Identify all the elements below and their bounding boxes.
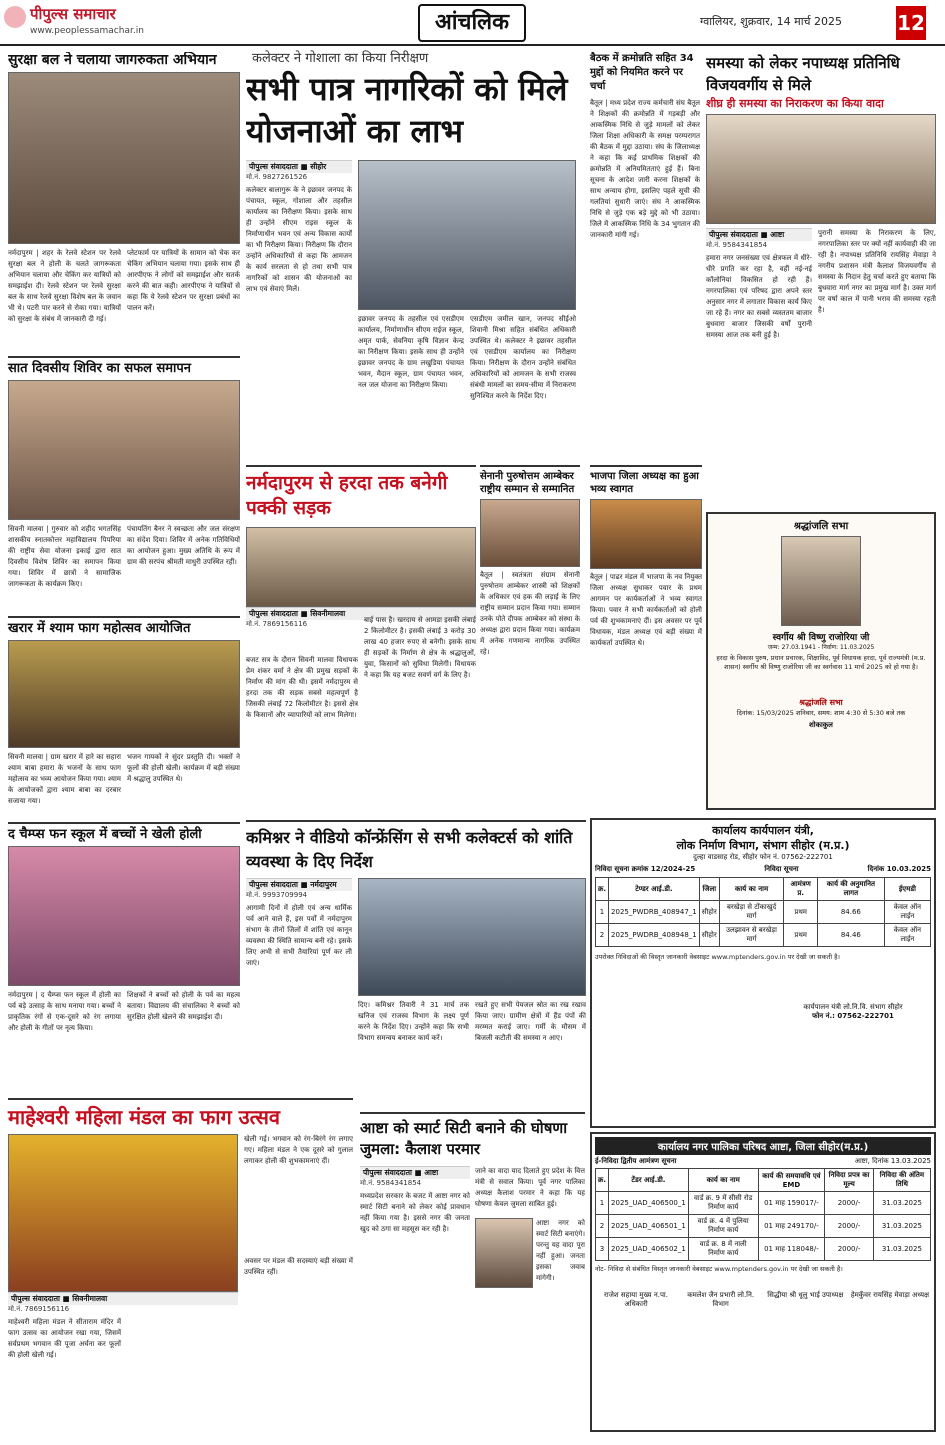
article-camp [8,356,240,611]
table-header-cell: निविदा प्रपत्र का मूल्य [825,1169,873,1192]
article-senani [480,465,580,815]
photo-video-conference [358,878,586,996]
table-cell: सीहोर [699,901,719,924]
article-harda-road: नर्मदापुरम से हरदा तक बनेगी पक्की सड़क पीपुल्स संवाददाता ■ सिवनीमालवा मो.नं. 7869156116 [246,465,476,653]
edition-date: ग्वालियर, शुक्रवार, 14 मार्च 2025 [700,15,843,28]
article-problem: समस्या को लेकर नपाध्यक्ष प्रतिनिधि विजयवर्गीय से मिले शीघ्र ही समस्या का निराकरण का किया वादा पीपुल्स संवाददाता ■ आष्टा मो.नं. 9584341854 हमारा नगर जनसंख्या एवं क्षेत्रफल में धीरे-धीरे प्रगति कर रहा है, वहीं नई-नई कॉलोनियां विकसित हो रही हैं। नगरपालिका एवं परिषद द्वारा अपने स्तर अनुसार नगर में लगातार विकास कार्य किए जा रहे हैं। नगर का सबसे व्यस्ततम बाजार बुधवारा बाजार जिसकी वर्षों पुरानी समस्या आज तक बनी हुई है। पुरानी समस्या के निराकरण के लिए, नगरपालिका स्तर पर क्यों नहीं कार्यवाही की जा रही है। नपाध्यक्ष प्रतिनिधि रायसिंह मेवाड़ा ने नगरीय प्रशासन मंत्री कैलाश विजयवर्गीय से समस्या के निदान हेतु चर्चा करते हुए बताया कि बुधवारा मार्ग नगर का प्रमुख मार्ग है। उक्त मार्ग पर वर्षा काल में पानी भराव की समस्या रहती है। [706,52,936,502]
table-cell: 2 [596,924,609,947]
photo-bjp-welcome [590,499,702,569]
body-text: सिवनी मालवा | गुरुवार को शहीद भगतसिंह शासकीय स्नातकोत्तर महाविद्यालय पिपरिया की राष्ट्रीय सेवा योजना इकाई द्वारा सात दिवसीय विशेष शिविर का समापन किया गया। शिविर में छात्रों ने सामाजिक जागरूकता के कार्यक्रम किए। [8,525,121,588]
table-header-cell: टेंडर आई.डी. [609,1169,689,1192]
body-text: आगामी दिनों में होली एवं अन्य धार्मिक पर्व आने वाले हैं, इस पर्वों में नर्मदापुरम संभाग के तीनों जिलों में शांति एवं कानून व्यवस्था की स्थिति सामान्य बनी रहे। इसके लिए अभी से सभी तैयारियां पूर्ण कर ली जाएं। [246,904,352,967]
body-text: नर्मदापुरम | शहर के रेलवे स्टेशन पर रेलवे सुरक्षा बल ने होली के चलते जागरूकता अभियान चलाया और चेकिंग कर यात्रियों को समझाईश दी। रेलवे स्टेशन पर रेलवे सुरक्षा बल के साथ रेलवे सुरक्षा विशेष बल के जवान भी थे। पटरी पार करने से रोका गया। यात्रियों को सुरक्षा के संबंध में जानकारी दी गई। [8,249,121,323]
signatory: सिद्धीया श्री धूलु भाई उपाध्यक्ष [767,1291,844,1299]
table-cell: 1 [596,1192,609,1215]
byline: पीपुल्स संवाददाता [249,609,298,618]
newspaper-logo[interactable] [6,4,156,42]
body-text-2: इछावर जनपद के तहसील एवं एसडीएम कार्यालय, निर्माणाधीन सीएम राईज स्कूल, अमृत पार्क, सेवनिया कृषि विज्ञान केन्द्र का निरीक्षण किया। इसके साथ ही उन्होंने इछावर जनपद के ग्राम लखुडिया पंचायत भवन, मैदान स्कूल, ग्राम पंचायत भवन, नल जल योजना का निरीक्षण किया। [358,315,464,389]
body-text-2: खेली गई। भगवान को रंग-बिरंगे रंग लगाए गए। महिला मंडल ने एक दूसरे को गुलाल लगाकर होली की शुभकामनाएं दीं। [244,1135,353,1165]
byline-place: सिवनीमालवा [72,1294,108,1303]
headline: आष्टा को स्मार्ट सिटी बनाने की घोषणा जुमला: कैलाश परमार [360,1119,568,1158]
notice-label: निविदा सूचना [764,865,799,873]
body-text-2: शिक्षकों ने बच्चों को होली के पर्व का महत्व बताया। विद्यालय की संचालिका ने बच्चों को सुरक्षित होली खेलने की समझाईश दी। [127,991,240,1021]
body-text-2: पंचायतिंग बैनर ने स्वच्छता और जल संरक्षण का संदेश दिया। शिविर में अनेक गतिविधियों का आयोजन हुआ। मुख्य अतिथि के रूप में ग्राम की सरपंच श्रीमती माधुरी उपस्थित रहीं। [127,525,240,566]
table-row [596,924,931,947]
headline: कमिश्नर ने वीडियो कॉन्फ्रेंसिंग से सभी कलेक्टर्स को शांति व्यवस्था के दिए निर्देश [246,828,573,871]
signatory: कार्यपालन यंत्री लो.नि.वि. संभाग सीहोर [803,1003,903,1011]
kicker: कलेक्टर ने गोशाला का किया निरीक्षण [252,51,429,66]
photo-award [480,499,580,567]
table-header-cell: निविदा की अंतिम तिथि [873,1169,930,1192]
headline: माहेश्वरी महिला मंडल का फाग उत्सव [8,1105,280,1129]
municipal-title: कार्यालय नगर पालिका परिषद आष्टा, जिला सीहोर(म.प्र.) [595,1137,931,1155]
phone: फोन नं.: 07562-222701 [812,1012,894,1020]
body-text: नर्मदापुरम | द चैम्प्स फन स्कूल में होली का पर्व बड़े उत्साह के साथ मनाया गया। बच्चों ने प्राकृतिक रंगों से एक-दूसरे को रंग लगाया और होली के गीतों पर नृत्य किया। [8,991,121,1032]
table-cell: 2025_PWDRB_408948_1 [609,924,700,947]
kicker: भाजपा जिला अध्यक्ष का हुआ भव्य स्वागत [590,471,699,495]
headline: नर्मदापुरम से हरदा तक बनेगी पक्की सड़क [246,472,448,519]
headline: सभी पात्र नागरिकों को मिले योजनाओं का लाभ [246,70,568,150]
table-cell: 2000/- [825,1238,873,1261]
photo-mla [246,527,476,607]
subheadline: शीघ्र ही समस्या का निराकरण का किया वादा [706,97,884,110]
notice-heading: ई-निविदा द्वितीय आमंत्रण सूचना [595,1157,677,1165]
article-smart-city: आष्टा को स्मार्ट सिटी बनाने की घोषणा जुमला: कैलाश परमार पीपुल्स संवाददाता ■ आष्टा मो.नं. 9584341854 मध्यप्रदेश सरकार के बजट में आष्टा नगर को स्मार्ट सिटी बनाने को लेकर कोई प्रावधान नहीं किया गया है। इससे नगर की जनता खुद को ठगा सा महसूस कर रही है। जाने का वादा याद दिलाते हुए प्रदेश के वित्त मंत्री से सवाल किया। पूर्व नगर पालिका अध्यक्ष कैलाश परमार ने कहा कि यह घोषणा केवल जुमला साबित हुई। आष्टा नगर को स्मार्ट सिटी बनाएंगे। परन्तु यह वादा पूरा नहीं हुआ। जनता इसका जवाब मांगेगी। [360,1112,585,1430]
mobile-number: मो.नं. 9584341854 [360,1179,422,1187]
table-cell: 2000/- [825,1215,873,1238]
mobile-number: मो.नं. 7869156116 [246,620,308,628]
table-cell: उलझावन से बरखेड़ा मार्ग [719,924,784,947]
body-text-2: दिए। कमिश्नर तिवारी ने 31 मार्च तक खनिज एवं राजस्व विभाग के लक्ष्य पूर्ण करने के निर्देश दिए। उन्होंने कहा कि सभी विभाग समन्वय बनाकर कार्य करें। [358,1001,469,1042]
kicker: सेनानी पुरुषोत्तम आम्बेकर राष्ट्रीय सम्मान से सम्मानित [480,471,575,495]
table-cell: 31.03.2025 [873,1215,930,1238]
article-security-campaign [8,52,240,390]
body-text-2: प्लेटफार्म पर यात्रियों के सामान को चेक कर चेकिंग अभियान चलाया गया। इसके साथ ही आरपीएफ ने लोगों को समझाईश और सतर्क करने की बात कही। आरपीएफ ने यात्रियों से कहा कि ये रेलवे स्टेशन पर सुरक्षा प्रबंधों का पालन करें। [127,249,240,312]
table-row [596,1238,931,1261]
byline-place: सिवनीमालवा [310,609,346,618]
signatory: राजेश सहाया मुख्य न.पा. अधिकारी [604,1291,668,1308]
table-cell: 84.66 [817,901,884,924]
table-row [596,901,931,924]
photo-collector [358,160,576,310]
headline: सुरक्षा बल ने चलाया जागरुकता अभियान [8,52,217,68]
byline: पीपुल्स संवाददाता [11,1294,60,1303]
notice-number: निविदा सूचना क्रमांक 12/2024-25 [595,865,696,873]
table-cell: बरखेड़ा से टोंकाखुर्द मार्ग [719,901,784,924]
headline: समस्या को लेकर नपाध्यक्ष प्रतिनिधि विजयवर्गीय से मिले [706,54,900,94]
byline: पीपुल्स संवाददाता [709,230,758,239]
notice-date: दिनांक 10.03.2025 [867,865,931,873]
table-cell: 2025_UAD_406501_1 [609,1215,689,1238]
body-text-2: भजन गायकों ने सुंदर प्रस्तुति दी। भक्तों ने फूलों की होली खेली। कार्यक्रम में बड़ी संख्या में श्रद्धालु उपस्थित थे। [127,753,240,783]
table-row [596,1215,931,1238]
tribute-advertisement [706,512,936,810]
table-cell: 31.03.2025 [873,1192,930,1215]
mobile-number: मो.नं. 9827261526 [246,173,308,181]
sabha-time: दिनांक: 15/03/2025 शनिवार, समय: शाम 4:30 से 5:30 बजे तक [736,709,906,717]
photo-kailash-parmar [475,1218,533,1288]
body-text: माहेश्वरी महिला मंडल ने सीताराम मंदिर में फाग उत्सव का आयोजन रखा गया, जिसमें सर्वप्रथम भगवान की पूजा अर्चना कर फूलों की होली खेली गई। [8,1318,121,1359]
table-cell: 01 माह 249170/- [758,1215,825,1238]
logo-text: पीपुल्स समाचार [30,5,116,23]
sabha-label: श्रद्धांजलि सभा [799,698,843,707]
table-header-cell: ईएमडी [884,878,930,901]
table-header-cell: टेण्डर आई.डी. [609,878,700,901]
municipal-tender-table [595,1168,931,1261]
mascot-icon [4,6,26,28]
tribute-text: हरदा के विकास पुरुष, प्रधान प्रचारक, शिक्षाविद, पूर्व विधायक हरदा, पूर्व राज्यमंत्री (म.प्र. शासन) स्वर्गीय श्री विष्णु राजोरिया जी का स्वर्गवास 11 मार्च 2025 को हो गया है। [716,654,926,671]
photo-meeting [706,114,936,224]
page-number: 12 [896,6,926,40]
tender-footer: उपरोक्त निविदाओं की विस्तृत जानकारी वेबसाइट www.mptenders.gov.in पर देखी जा सकती है। [595,953,841,961]
table-cell: 2000/- [825,1192,873,1215]
body-text-3: अवसर पर मंडल की सदस्याएं बड़ी संख्या में उपस्थित रहीं। [244,1257,353,1276]
table-cell: वार्ड क्र. 8 में नाली निर्माण कार्य [688,1238,758,1261]
mobile-number: मो.नं. 7869156116 [8,1305,70,1313]
photo-women-holi [8,1134,238,1292]
office-subtitle: लोक निर्माण विभाग, संभाग सीहोर (म.प्र.) [676,839,850,852]
body-text-3: आष्टा नगर को स्मार्ट सिटी बनाएंगे। परन्तु यह वादा पूरा नहीं हुआ। जनता इसका जवाब मांगेगी। [536,1219,585,1282]
mobile-number: मो.नं. 9993709994 [246,891,308,899]
table-cell: वार्ड क्र. 4 में पुलिया निर्माण कार्य [688,1215,758,1238]
table-cell: प्रथम [784,924,818,947]
table-cell: 01 माह 118048/- [758,1238,825,1261]
table-cell: 1 [596,901,609,924]
table-header-cell: क्र. [596,878,609,901]
photo-camp [8,380,240,520]
body-text: कलेक्टर बालागुरू के ने इछावर जनपद के पंचायत, स्कूल, गोशाला और तहसील कार्यालय का निरीक्षण किया। इसके साथ ही उन्होंने सीएम राइस स्कूल के निर्माणाधीन भवन एवं अन्य विकास कार्यों का भी निरीक्षण किया। निरीक्षण कि दौरान उन्होंने अधिकारियों से कहा कि आमजन के कार्य सरलता से हो तथा सभी पात्र नागरिकों को शासन की योजनाओं का लाभ एवं सेवाएं मिलें। [246,186,352,293]
body-text: मध्यप्रदेश सरकार के बजट में आष्टा नगर को स्मार्ट सिटी बनाने को लेकर कोई प्रावधान नहीं किया गया है। इससे नगर की जनता खुद को ठगा सा महसूस कर रही है। [360,1192,470,1233]
body-text: बैतूल | स्वतंत्रता संग्राम सेनानी पुरुषोत्तम आम्बेकर शास्त्री को शिक्षकों के अधिकार एवं हक की लड़ाई के लिए राष्ट्रीय सम्मान प्रदान किया गया। सम्मान उनके पोते दीपक आम्बेकर को संस्था के अध्यक्ष द्वारा प्रदान किया गया। कार्यक्रम में अनेक गणमान्य नागरिक उपस्थित रहे। [480,571,580,656]
body-text: बैतूल | पाढर मंडल में भाजपा के नव नियुक्त जिला अध्यक्ष सुधाकर पवार के प्रथम आगमन पर कार्यकर्ताओं ने भव्य स्वागत किया। पवार ने सभी कार्यकर्ताओं को होली पर्व की शुभकामनाएं दीं। इस अवसर पर पूर्व विधायक, मंडल अध्यक्ष एवं बड़ी संख्या में कार्यकर्ता उपस्थित थे। [590,573,702,647]
photo-rpf-checking [8,72,240,244]
headline: खरार में श्याम फाग महोत्सव आयोजित [8,621,191,636]
article-fag-mahotsav [8,616,240,816]
byline-place: आष्टा [770,230,785,239]
signatory: हेमकुँवर रायसिंह मेवाड़ा अध्यक्ष [850,1291,930,1299]
headline: सात दिवसीय शिविर का सफल समापन [8,361,192,376]
signatory: कमलेश जैन प्रभारी लो.नि. विभाग [687,1291,755,1308]
table-cell: केवल ऑन लाईन [884,901,930,924]
office-title: कार्यालय कार्यपालन यंत्री, [712,824,814,837]
harda-body-text-2: बाई पास है। खरदाय से आमडा इसकी लंबाई 2 किलोमीटर है। इसकी लंबाई 3 करोड़ 30 लाख 40 हजार रुपए से बनेगी। इसके साथ ही सड़कों के निर्माण से क्षेत्र के श्रद्धालुओं, युवा, किसानों को सुविधा मिलेगी। विधायक ने कहा कि यह बजट सवर्ण वर्ग के लिए है। [364,616,476,679]
headline: द चैम्प्स फन स्कूल में बच्चों ने खेली होली [8,827,202,842]
body-text-3: रखते हुए सभी पेयजल स्रोत का रख रखाव किया जाए। ग्रामीण क्षेत्रों में हैंड पंपों की मरम्मत कराई जाए। गर्मी के मौसम में बिजली कटौती की समस्या न आए। [475,1001,586,1042]
mobile-number: मो.नं. 9584341854 [706,241,768,249]
table-header-cell: जिला [699,878,719,901]
table-header-cell: कार्य का नाम [719,878,784,901]
table-cell: वार्ड क्र. 9 में सीसी रोड निर्माण कार्य [688,1192,758,1215]
deceased-name: स्वर्गीय श्री विष्णु राजोरिया जी [772,633,870,643]
body-text-3: एसडीएम जमील खान, जनपद सीईओ शिवानी मिश्रा सहित संबंधित अधिकारी उपस्थित थे। कलेक्टर ने इछावर तहसील एवं एसडीएम कार्यालय का निरीक्षण किया। निरीक्षण के दौरान उन्होंने संबंधित अधिकारियों को आमजन के सभी राजस्व संबंधी मामलों का समय-सीमा में निराकरण सुनिश्चित करने के निर्देश दिए। [470,315,576,400]
table-header-cell: आमंत्रण प्र. [784,878,818,901]
byline: पीपुल्स संवाददाता [249,880,298,889]
byline-place: आष्टा [424,1168,439,1177]
table-header-cell: कार्य की समयावधि एवं EMD [758,1169,825,1192]
website-link[interactable]: www.peoplessamachar.in [30,26,144,36]
table-cell: 2025_PWDRB_408947_1 [609,901,700,924]
body-text-2: पुरानी समस्या के निराकरण के लिए, नगरपालिका स्तर पर क्यों नहीं कार्यवाही की जा रही है। नपाध्यक्ष प्रतिनिधि रायसिंह मेवाड़ा ने नगरीय प्रशासन मंत्री कैलाश विजयवर्गीय से समस्या के निदान हेतु चर्चा करते हुए बताया कि बुधवारा मार्ग नगर का प्रमुख मार्ग है। उक्त मार्ग पर वर्षा काल में पानी भराव की समस्या रहती है। [818,229,936,314]
harda-body-text: बजट सत्र के दौरान सिवनी मालवा विधायक प्रेम शंकर वर्मा ने क्षेत्र की प्रमुख सड़कों के निर्माण की मांग की थी। इसमें नर्मदापुरम से हरदा तक की सड़क सबसे महत्वपूर्ण है जिसकी लंबाई 72 किलोमीटर है। इससे क्षेत्र के किसानों और व्यापारियों को लाभ मिलेगा। [246,656,358,719]
table-header-cell: कार्य की अनुमानित लागत [817,878,884,901]
photo-fag [8,640,240,748]
notice-date: आष्टा, दिनांक 13.03.2025 [854,1157,931,1165]
article-bjp-welcome [590,465,702,815]
body-text: हमारा नगर जनसंख्या एवं क्षेत्रफल में धीरे-धीरे प्रगति कर रहा है, वहीं नई-नई कॉलोनियां विकसित हो रही हैं। नगरपालिका एवं परिषद द्वारा अपने स्तर अनुसार नगर में लगातार विकास कार्य किए जा रहे हैं। नगर का सबसे व्यस्ततम बाजार बुधवारा बाजार जिसकी वर्षों पुरानी समस्या आज तक बनी हुई है। [706,254,812,339]
kicker: बैठक में क्रमोन्नति सहित 34 मुद्दों को नियमित करने पर चर्चा [590,53,694,92]
life-dates: जन्म: 27.03.1941 - निर्वाण: 11.03.2025 [767,644,875,651]
body-text: सिवनी मालवा | ग्राम खरार में हारे का सहारा श्याम बाबा हमारा के भजनों के साथ फाग महोत्सव का भव्य आयोजन किया गया। श्याम के आयोजकों द्वारा श्याम बाबा का दरबार सजाया गया। [8,753,121,805]
article-commissioner-vc: कमिश्नर ने वीडियो कॉन्फ्रेंसिंग से सभी कलेक्टर्स को शांति व्यवस्था के दिए निर्देश पीपुल्स संवाददाता ■ नर्मदापुरम मो.नं. 9993709994 आगामी दिनों में होली एवं अन्य धार्मिक पर्व आने वाले हैं, इस पर्वों में नर्मदापुरम संभाग के तीनों जिलों में शांति एवं कानून व्यवस्था की स्थिति सामान्य बनी रहे। इसके लिए अभी से सभी तैयारियां पूर्ण कर ली जाएं। दिए। कमिश्नर तिवारी ने 31 मार्च तक खनिज एवं राजस्व विभाग के लक्ष्य पूर्ण करने के निर्देश दिए। उन्होंने कहा कि सभी विभाग समन्वय बनाकर कार्य करें। रखते हुए सभी पेयजल स्रोत का रख रखाव किया जाए। ग्रामीण क्षेत्रों में हैंड पंपों की मरम्मत कराई जाए। गर्मी के मौसम में बिजली कटौती की समस्या न आए। [246,820,586,1110]
table-header-cell: कार्य का नाम [688,1169,758,1192]
body-text-2: जाने का वादा याद दिलाते हुए प्रदेश के वित्त मंत्री से सवाल किया। पूर्व नगर पालिका अध्यक्ष कैलाश परमार ने कहा कि यह घोषणा केवल जुमला साबित हुई। [475,1167,585,1208]
table-cell: सीहोर [699,924,719,947]
section-title: आंचलिक [418,4,526,42]
portrait-photo [781,536,861,626]
table-cell: 31.03.2025 [873,1238,930,1261]
byline-place: नर्मदापुरम [310,880,337,889]
table-row [596,1192,931,1215]
tribute-heading: श्रद्धांजलि सभा [793,521,849,532]
tender-table [595,877,931,947]
article-maheshwari: माहेश्वरी महिला मंडल का फाग उत्सव पीपुल्स संवाददाता ■ सिवनीमालवा मो.नं. 7869156116 माहेश्वरी महिला मंडल ने सीताराम मंदिर में फाग उत्सव का आयोजन रखा गया, जिसमें सर्वप्रथम भगवान की पूजा अर्चना कर फूलों की होली खेली गई। खेली गई। भगवान को रंग-बिरंगे रंग लगाए गए। महिला मंडल ने एक दूसरे को गुलाल लगाकर होली की शुभकामनाएं दीं। अवसर पर मंडल की सदस्याएं बड़ी संख्या में उपस्थित रहीं। [8,1098,353,1428]
mourners-label: शोकाकुल [809,721,833,729]
body-text: बैतूल | मध्य प्रदेश राज्य कर्मचारी संघ बैतूल ने शिक्षकों की क्रमोन्नति में गड़बड़ी और आकस्मिक निधि से जुड़े मामलों को लेकर जिला शिक्षा अधिकारी के समक्ष परम्परागत की बैठक में मुद्दा उठाया। संघ के जिलाध्यक्ष ने कहा कि कई प्राथमिक शिक्षकों की क्रमोन्नति में अनियमितताएं हुई हैं। बिना सूचना के आदेश जारी करना शिक्षकों के साथ अन्याय होगा, इसलिए पहले सूची की गलतियां सुधारी जाएं। संघ ने आकस्मिक निधि से जुड़े एक बड़े मुद्दे को भी उठाया। जिले में आकस्मिक निधि के 34 भुगतान की जानकारी मांगी गई। [590,99,700,239]
table-cell: केवल ऑन लाईन [884,924,930,947]
photo-children-holi [8,846,240,986]
table-cell: 2 [596,1215,609,1238]
article-school-holi [8,822,240,1092]
table-cell: 84.46 [817,924,884,947]
masthead [0,0,945,46]
table-cell: 3 [596,1238,609,1261]
table-cell: प्रथम [784,901,818,924]
article-collector-inspection: कलेक्टर ने गोशाला का किया निरीक्षण सभी पात्र नागरिकों को मिले योजनाओं का लाभ पीपुल्स संवाददाता ■ सीहोर मो.नं. 9827261526 कलेक्टर बालागुरू के ने इछावर जनपद के पंचायत, स्कूल, गोशाला और तहसील कार्यालय का निरीक्षण किया। इसके साथ ही उन्होंने सीएम राइस स्कूल के निर्माणाधीन भवन एवं अन्य विकास कार्यों का भी निरीक्षण किया। निरीक्षण कि दौरान उन्होंने अधिकारियों से कहा कि आमजन के कार्य सरलता से हो तथा सभी पात्र नागरिकों को शासन की योजनाओं का लाभ एवं सेवाएं मिलें। इछावर जनपद के तहसील एवं एसडीएम कार्यालय, निर्माणाधीन सीएम राईज स्कूल, अमृत पार्क, सेवनिया कृषि विज्ञान केन्द्र का निरीक्षण किया। इसके साथ ही उन्होंने इछावर जनपद के ग्राम लखुडिया पंचायत भवन, मैदान स्कूल, ग्राम पंचायत भवन, नल जल योजना का निरीक्षण किया। एसडीएम जमील खान, जनपद सीईओ शिवानी मिश्रा सहित संबंधित अधिकारी उपस्थित थे। कलेक्टर ने इछावर तहसील एवं एसडीएम कार्यालय का निरीक्षण किया। निरीक्षण के दौरान उन्होंने संबंधित अधिकारियों को आमजन के सभी राजस्व संबंधी मामलों का समय-सीमा में निराकरण सुनिश्चित करने के निर्देश दिए। [246,50,576,490]
table-cell: 01 माह 159017/- [758,1192,825,1215]
office-address: दुल्हा वाडसाह रोड, सीहोर फोन नं. 07562-222701 [693,853,833,861]
article-employee-meeting [590,52,700,462]
municipal-tender-notice [590,1132,936,1432]
pwd-tender-notice [590,818,936,1128]
byline-place: सीहोर [310,162,327,171]
table-cell: 2025_UAD_406500_1 [609,1192,689,1215]
byline: पीपुल्स संवाददाता [249,162,298,171]
table-header-cell: क्र. [596,1169,609,1192]
municipal-footer: नोट- निविदा से संबंधित विस्तृत जानकारी वेबसाइट www.mptenders.gov.in पर देखी जा सकती है। [595,1265,843,1273]
byline: पीपुल्स संवाददाता [363,1168,412,1177]
table-cell: 2025_UAD_406502_1 [609,1238,689,1261]
